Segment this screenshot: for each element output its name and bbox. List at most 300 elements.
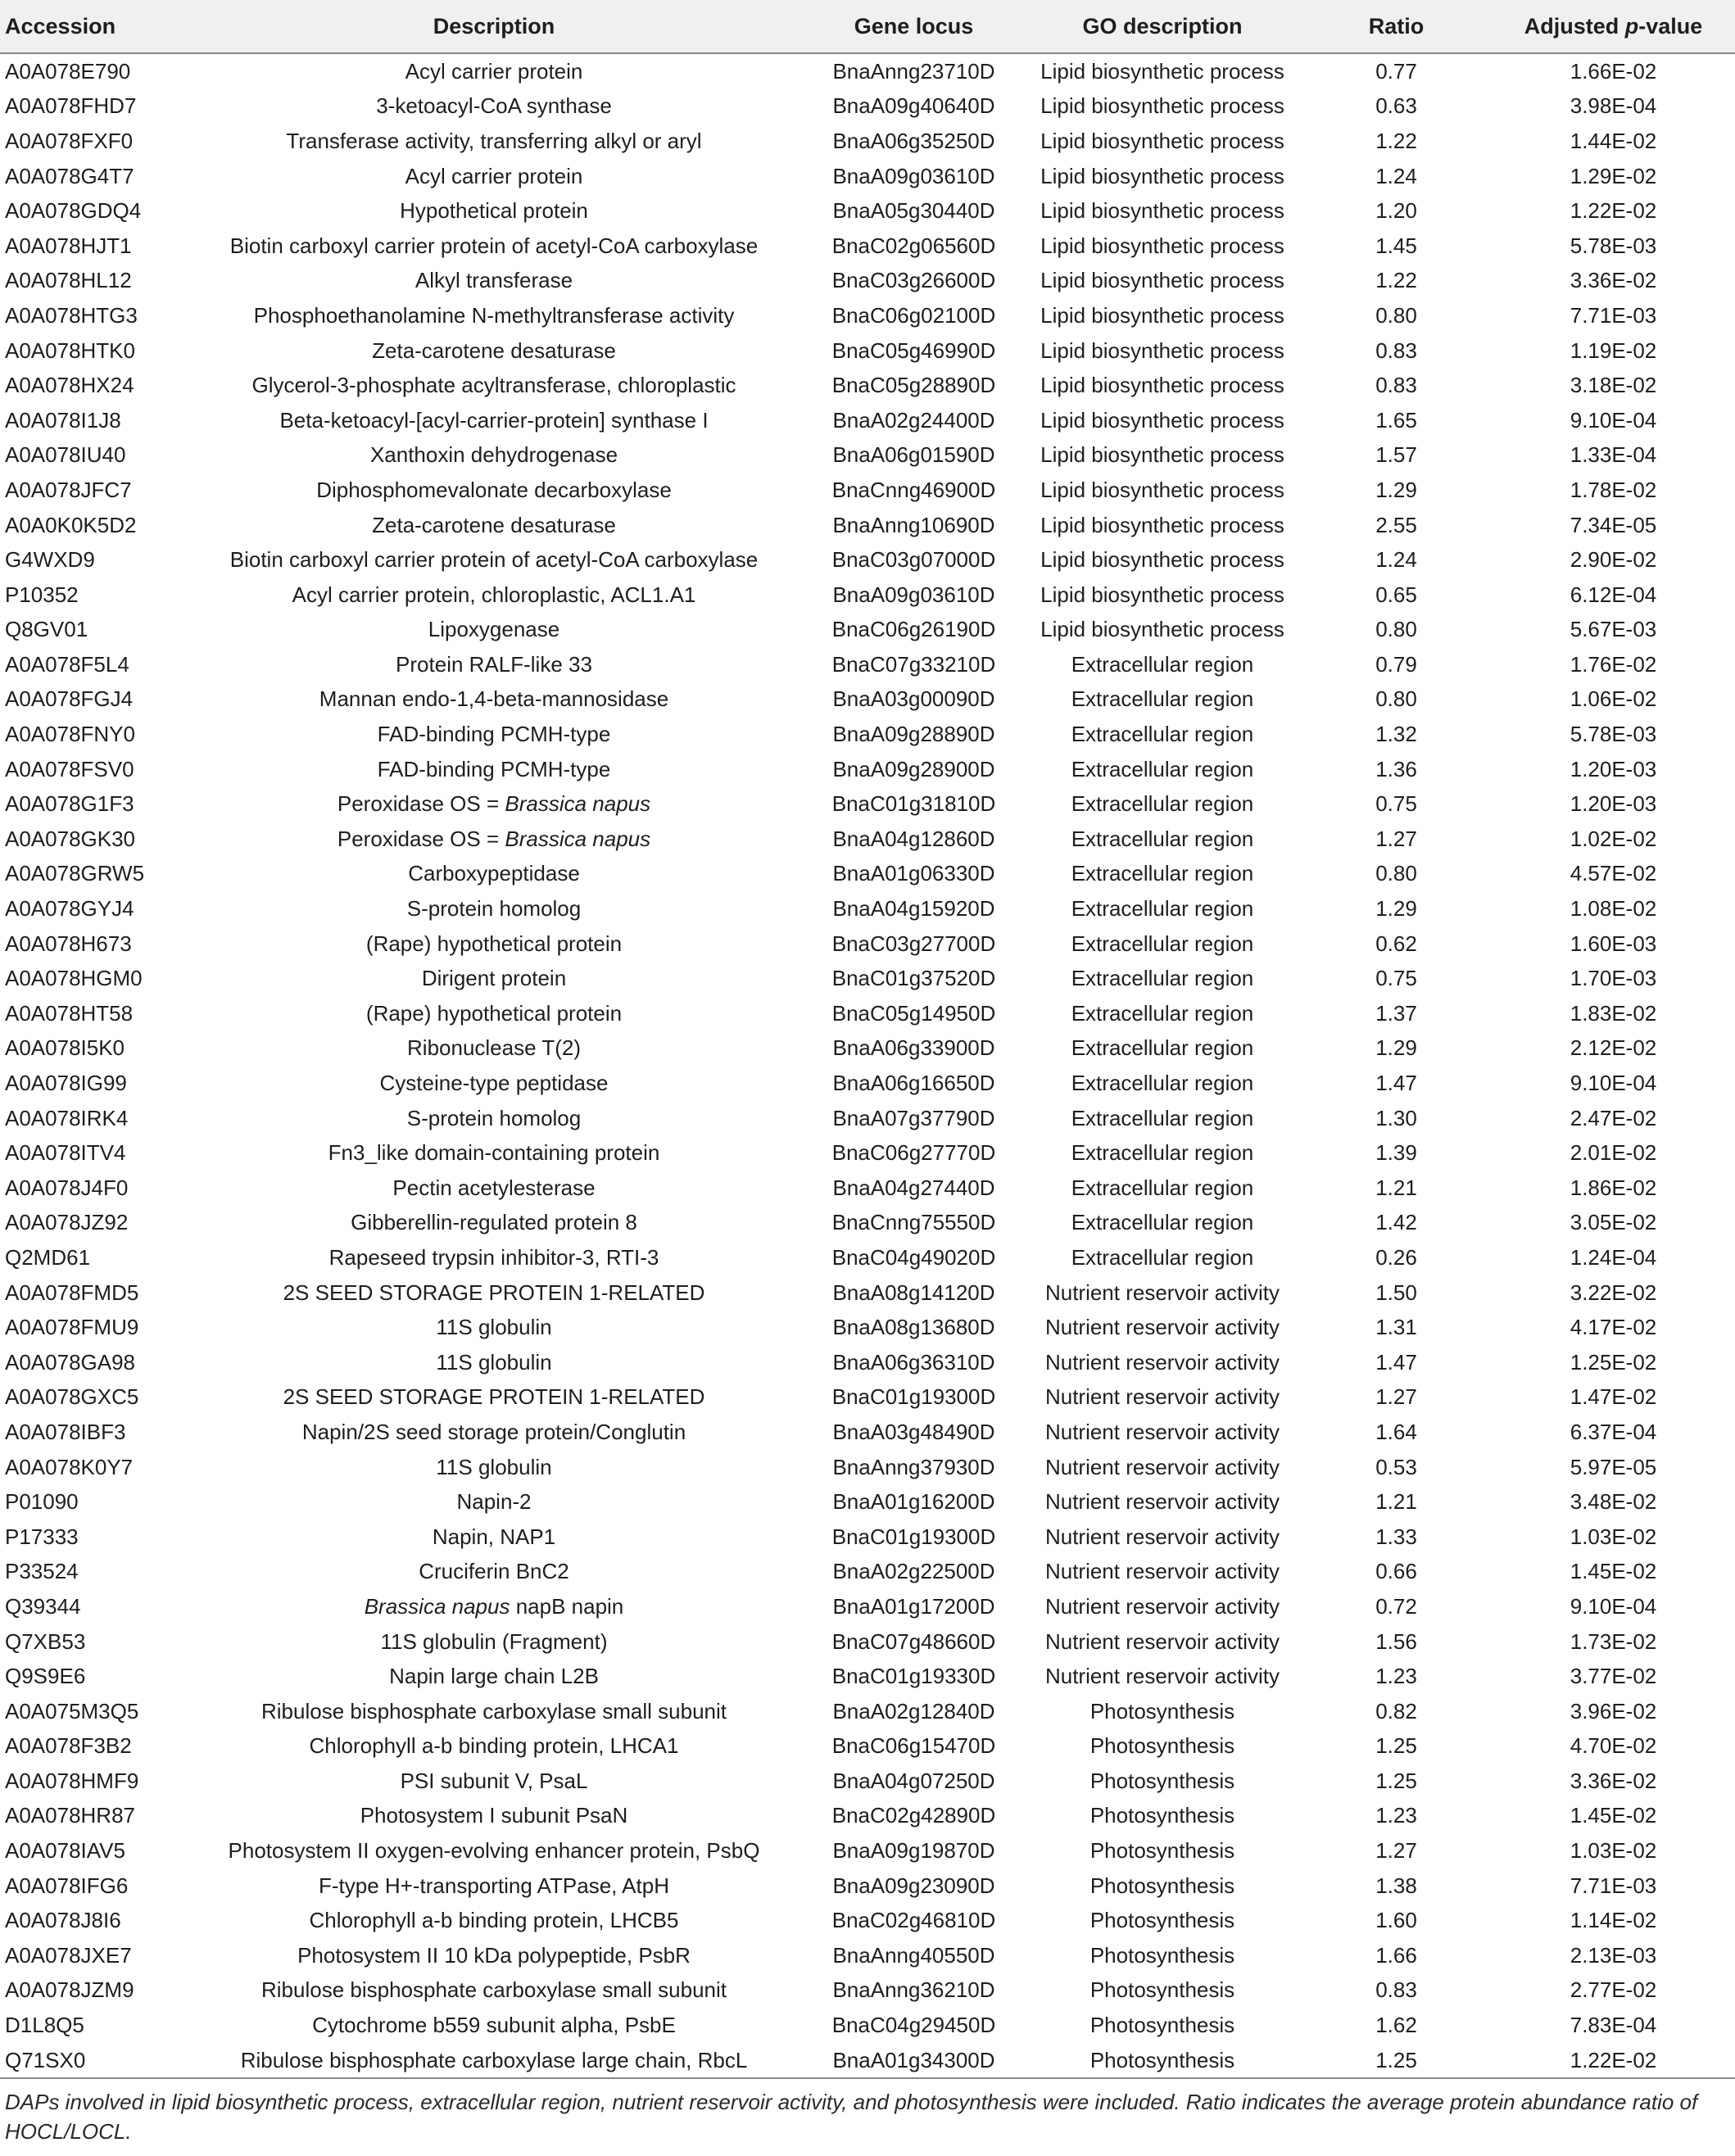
description-cell bbox=[184, 578, 804, 613]
adjusted-p-value-cell: 3.22E-02 bbox=[1570, 1280, 1657, 1305]
gene-locus-cell: BnaA04g15920D bbox=[832, 896, 995, 922]
gene-locus-cell: BnaC05g28890D bbox=[831, 373, 996, 398]
description-cell bbox=[184, 1240, 804, 1275]
table-row bbox=[0, 1275, 1735, 1311]
description-cell bbox=[184, 1031, 804, 1067]
accession-cell: A0A075M3Q5 bbox=[5, 1698, 139, 1723]
accession-cell: A0A078J4F0 bbox=[5, 1175, 129, 1200]
ratio-cell: 1.32 bbox=[1375, 722, 1417, 747]
description-cell bbox=[184, 857, 804, 892]
table-row bbox=[0, 1694, 1735, 1729]
go-description-cell: Nutrient reservoir activity bbox=[1044, 1280, 1280, 1305]
table-row bbox=[0, 193, 1735, 229]
gene-locus-cell: BnaC03g26600D bbox=[831, 268, 996, 293]
description-cell bbox=[184, 1764, 804, 1799]
table-row bbox=[0, 1938, 1735, 1973]
description-cell bbox=[184, 1345, 804, 1380]
accession-cell: A0A078F3B2 bbox=[5, 1733, 132, 1759]
go-description-cell: Lipid biosynthetic process bbox=[1040, 163, 1284, 188]
accession-cell: A0A078GK30 bbox=[5, 826, 136, 851]
go-description-cell: Lipid biosynthetic process bbox=[1040, 407, 1284, 433]
go-description-cell: Photosynthesis bbox=[1089, 1803, 1235, 1828]
adjusted-p-value-cell: 1.03E-02 bbox=[1570, 1838, 1657, 1864]
adjusted-p-value-cell: 1.70E-03 bbox=[1570, 966, 1657, 991]
adjusted-p-value-cell: 3.36E-02 bbox=[1570, 1768, 1657, 1793]
accession-cell: D1L8Q5 bbox=[5, 2013, 84, 2038]
adjusted-p-value-cell: 1.22E-02 bbox=[1492, 2043, 1735, 2079]
go-description-cell: Photosynthesis bbox=[1089, 1908, 1235, 1933]
table-row bbox=[0, 1031, 1735, 1067]
gene-locus-cell: BnaA07g37790D bbox=[832, 1105, 995, 1130]
gene-locus-cell: BnaC04g49020D bbox=[831, 1244, 996, 1270]
gene-locus-cell: BnaC05g46990D bbox=[831, 337, 996, 363]
description-cell bbox=[184, 1450, 804, 1485]
ratio-cell: 0.83 bbox=[1375, 1977, 1417, 2003]
table-row bbox=[0, 1973, 1735, 2009]
accession-cell: Q71SX0 bbox=[0, 2043, 184, 2079]
description-text: Photosystem II 10 kDa polypeptide, PsbR bbox=[297, 1942, 691, 1968]
accession-cell: A0A078IG99 bbox=[5, 1071, 127, 1096]
adjusted-p-value-cell: 1.44E-02 bbox=[1570, 128, 1657, 153]
accession-cell: A0A078HL12 bbox=[5, 268, 132, 293]
description-text: Lipoxygenase bbox=[428, 617, 560, 642]
go-description-cell: Photosynthesis bbox=[1089, 1942, 1235, 1968]
description-text: Diphosphomevalonate decarboxylase bbox=[316, 477, 672, 502]
accession-cell: A0A078GDQ4 bbox=[5, 198, 142, 224]
gene-locus-cell: BnaAnng36210D bbox=[832, 1977, 995, 2003]
go-description-cell: Nutrient reservoir activity bbox=[1044, 1454, 1280, 1479]
ratio-cell: 1.27 bbox=[1375, 826, 1417, 851]
accession-cell: A0A078JZM9 bbox=[5, 1977, 134, 2003]
description-text: Cysteine-type peptidase bbox=[379, 1071, 609, 1096]
description-text: Photosystem I subunit PsaN bbox=[360, 1803, 628, 1828]
table-row bbox=[0, 1101, 1735, 1136]
description-cell bbox=[184, 1310, 804, 1345]
go-description-cell: Extracellular region bbox=[1071, 1035, 1254, 1061]
table-row bbox=[0, 2043, 1735, 2079]
go-description-cell: Lipid biosynthetic process bbox=[1040, 617, 1284, 642]
accession-cell: A0A078IRK4 bbox=[5, 1105, 129, 1130]
description-text: Beta-ketoacyl-[acyl-carrier-protein] synthase I bbox=[279, 407, 709, 433]
description-text: Zeta-carotene desaturase bbox=[372, 512, 616, 537]
go-description-cell: Extracellular region bbox=[1071, 722, 1254, 747]
ratio-cell: 1.20 bbox=[1375, 198, 1417, 224]
table-row bbox=[0, 264, 1735, 299]
description-cell bbox=[184, 403, 804, 438]
header-ratio: Ratio bbox=[1301, 0, 1492, 53]
ratio-cell: 1.22 bbox=[1375, 268, 1417, 293]
header-accession: Accession bbox=[0, 0, 184, 53]
table-row bbox=[0, 647, 1735, 682]
table-body bbox=[0, 53, 1735, 2078]
go-description-cell: Nutrient reservoir activity bbox=[1044, 1419, 1280, 1444]
accession-cell: A0A078FSV0 bbox=[5, 756, 134, 781]
go-description-cell: Lipid biosynthetic process bbox=[1040, 337, 1284, 363]
table-row bbox=[0, 1624, 1735, 1660]
ratio-cell: 1.50 bbox=[1375, 1280, 1417, 1305]
description-cell bbox=[184, 193, 804, 229]
gene-locus-cell: BnaA01g34300D bbox=[804, 2043, 1024, 2079]
ratio-cell: 1.47 bbox=[1375, 1349, 1417, 1375]
gene-locus-cell: BnaA02g22500D bbox=[832, 1559, 995, 1584]
go-description-cell: Lipid biosynthetic process bbox=[1040, 477, 1284, 502]
table-row bbox=[0, 682, 1735, 718]
adjusted-p-value-cell: 2.47E-02 bbox=[1570, 1105, 1657, 1130]
description-text: Transferase activity, transferring alkyl or aryl bbox=[286, 128, 702, 153]
description-cell bbox=[184, 508, 804, 543]
description-cell bbox=[184, 647, 804, 682]
header-go-description: GO description bbox=[1024, 0, 1301, 53]
table-header bbox=[0, 0, 1735, 53]
description-cell bbox=[184, 1729, 804, 1764]
adjusted-p-value-cell: 3.18E-02 bbox=[1570, 373, 1657, 398]
ratio-cell: 0.62 bbox=[1375, 931, 1417, 956]
accession-cell: A0A078E790 bbox=[5, 58, 131, 84]
table-row bbox=[0, 1310, 1735, 1345]
gene-locus-cell: BnaC02g42890D bbox=[831, 1803, 996, 1828]
table-row bbox=[0, 752, 1735, 787]
go-description-cell: Extracellular region bbox=[1071, 756, 1254, 781]
gene-locus-cell: BnaC05g14950D bbox=[831, 1000, 996, 1026]
go-description-cell: Photosynthesis bbox=[1089, 1733, 1235, 1759]
ratio-cell: 0.75 bbox=[1375, 791, 1417, 817]
description-cell bbox=[184, 1833, 804, 1868]
accession-cell: Q8GV01 bbox=[5, 617, 88, 642]
go-description-cell: Lipid biosynthetic process bbox=[1040, 373, 1284, 398]
ratio-cell: 0.79 bbox=[1375, 651, 1417, 677]
accession-cell: A0A078FMU9 bbox=[5, 1315, 139, 1340]
ratio-cell: 0.72 bbox=[1375, 1593, 1417, 1619]
species-name-italic: Brassica napus bbox=[505, 826, 651, 851]
go-description-cell: Extracellular region bbox=[1071, 1071, 1254, 1096]
description-text: Acyl carrier protein bbox=[405, 163, 583, 188]
accession-cell: A0A078IFG6 bbox=[5, 1873, 129, 1898]
ratio-cell: 1.60 bbox=[1375, 1908, 1417, 1933]
adjusted-p-value-cell: 1.06E-02 bbox=[1570, 686, 1657, 712]
description-text: Napin large chain L2B bbox=[389, 1664, 599, 1689]
adjusted-p-value-cell: 6.37E-04 bbox=[1570, 1419, 1657, 1444]
ratio-cell: 1.29 bbox=[1375, 896, 1417, 922]
go-description-cell: Lipid biosynthetic process bbox=[1040, 233, 1284, 258]
description-text: Rapeseed trypsin inhibitor-3, RTI-3 bbox=[328, 1244, 659, 1270]
gene-locus-cell: BnaA03g00090D bbox=[832, 686, 995, 712]
accession-cell: P10352 bbox=[5, 582, 79, 607]
description-cell bbox=[184, 264, 804, 299]
gene-locus-cell: BnaA08g14120D bbox=[832, 1280, 995, 1305]
description-text: Protein RALF-like 33 bbox=[396, 651, 592, 677]
accession-cell: A0A078G1F3 bbox=[5, 791, 134, 817]
ratio-cell: 1.23 bbox=[1375, 1803, 1417, 1828]
description-cell bbox=[184, 124, 804, 159]
description-cell bbox=[184, 159, 804, 194]
table-row bbox=[0, 857, 1735, 892]
accession-cell: Q2MD61 bbox=[5, 1244, 91, 1270]
gene-locus-cell: BnaCnng46900D bbox=[831, 477, 996, 502]
go-description-cell: Lipid biosynthetic process bbox=[1040, 512, 1284, 537]
header-adjusted-p-value bbox=[1492, 0, 1735, 53]
description-text: Napin-2 bbox=[456, 1489, 532, 1515]
ratio-cell: 1.42 bbox=[1375, 1210, 1417, 1235]
description-cell bbox=[184, 1380, 804, 1415]
table-row bbox=[0, 1659, 1735, 1694]
adjusted-p-value-cell: 5.78E-03 bbox=[1570, 722, 1657, 747]
description-cell bbox=[184, 542, 804, 578]
description-cell bbox=[184, 613, 804, 648]
ratio-cell: 2.55 bbox=[1375, 512, 1417, 537]
description-text: 11S globulin (Fragment) bbox=[380, 1628, 608, 1654]
description-text: Fn3_like domain-containing protein bbox=[328, 1140, 660, 1166]
accession-cell: A0A078FHD7 bbox=[5, 93, 137, 119]
description-cell bbox=[184, 1868, 804, 1904]
gene-locus-cell: BnaA09g23090D bbox=[832, 1873, 995, 1898]
go-description-cell: Extracellular region bbox=[1071, 651, 1254, 677]
accession-cell: A0A078I1J8 bbox=[5, 407, 121, 433]
ratio-cell: 0.83 bbox=[1375, 337, 1417, 363]
go-description-cell: Extracellular region bbox=[1071, 896, 1254, 922]
adjusted-p-value-cell: 4.70E-02 bbox=[1570, 1733, 1657, 1759]
description-text: Ribulose bisphosphate carboxylase large chain, RbcL bbox=[240, 2047, 748, 2072]
accession-cell: A0A078JXE7 bbox=[5, 1942, 132, 1968]
accession-cell: A0A078H673 bbox=[5, 931, 132, 956]
gene-locus-cell: BnaA01g17200D bbox=[832, 1593, 995, 1619]
table-row bbox=[0, 542, 1735, 578]
ratio-cell: 1.47 bbox=[1375, 1071, 1417, 1096]
ratio-cell: 1.25 bbox=[1375, 1768, 1417, 1793]
description-text: Mannan endo-1,4-beta-mannosidase bbox=[319, 686, 669, 712]
description-cell bbox=[184, 786, 804, 822]
description-text: Acyl carrier protein bbox=[405, 58, 583, 84]
adjusted-p-value-cell: 3.98E-04 bbox=[1570, 93, 1657, 119]
adjusted-p-value-cell: 9.10E-04 bbox=[1570, 1071, 1657, 1096]
description-cell bbox=[184, 1101, 804, 1136]
table-row bbox=[0, 926, 1735, 962]
description-cell bbox=[184, 1171, 804, 1206]
header-gene-locus: Gene locus bbox=[804, 0, 1024, 53]
ratio-cell: 0.26 bbox=[1375, 1244, 1417, 1270]
go-description-cell: Lipid biosynthetic process bbox=[1040, 582, 1284, 607]
gene-locus-cell: BnaC06g15470D bbox=[831, 1733, 996, 1759]
adjusted-p-value-cell: 1.73E-02 bbox=[1570, 1628, 1657, 1654]
go-description-cell: Extracellular region bbox=[1071, 1000, 1254, 1026]
table-row bbox=[0, 578, 1735, 613]
ratio-cell: 0.83 bbox=[1375, 373, 1417, 398]
ratio-cell: 1.27 bbox=[1375, 1838, 1417, 1864]
accession-cell: A0A0K0K5D2 bbox=[5, 512, 137, 537]
ratio-cell: 1.31 bbox=[1375, 1315, 1417, 1340]
go-description-cell: Photosynthesis bbox=[1089, 2013, 1235, 2038]
gene-locus-cell: BnaA06g33900D bbox=[832, 1035, 995, 1061]
adjusted-p-value-cell: 1.66E-02 bbox=[1570, 58, 1657, 84]
accession-cell: A0A078IAV5 bbox=[5, 1838, 125, 1864]
description-cell bbox=[184, 1973, 804, 2009]
adjusted-p-value-cell: 1.08E-02 bbox=[1570, 896, 1657, 922]
description-text: Ribulose bisphosphate carboxylase small subunit bbox=[261, 1977, 727, 2003]
ratio-cell: 1.66 bbox=[1375, 1942, 1417, 1968]
description-cell bbox=[184, 1484, 804, 1520]
gene-locus-cell: BnaA09g03610D bbox=[832, 163, 995, 188]
gene-locus-cell: BnaA02g12840D bbox=[832, 1698, 995, 1723]
gene-locus-cell: BnaC06g26190D bbox=[831, 617, 996, 642]
gene-locus-cell: BnaC02g46810D bbox=[831, 1908, 996, 1933]
ratio-cell: 1.30 bbox=[1375, 1105, 1417, 1130]
accession-cell: Q39344 bbox=[5, 1593, 81, 1619]
gene-locus-cell: BnaA02g24400D bbox=[832, 407, 995, 433]
description-text: 11S globulin bbox=[436, 1349, 552, 1375]
adjusted-p-value-cell: 3.48E-02 bbox=[1570, 1489, 1657, 1515]
description-cell bbox=[184, 368, 804, 403]
header-description: Description bbox=[184, 0, 804, 53]
gene-locus-cell: BnaA06g16650D bbox=[832, 1071, 995, 1096]
accession-cell: A0A078FXF0 bbox=[5, 128, 134, 153]
accession-cell: A0A078JFC7 bbox=[5, 477, 132, 502]
table-row bbox=[0, 1555, 1735, 1590]
description-cell bbox=[184, 996, 804, 1031]
accession-cell: A0A078J8I6 bbox=[5, 1908, 121, 1933]
description-text: Napin/2S seed storage protein/Conglutin bbox=[301, 1419, 686, 1444]
description-text: Peroxidase OS = bbox=[337, 826, 505, 851]
ratio-cell: 1.24 bbox=[1375, 163, 1417, 188]
description-text: Photosystem II oxygen-evolving enhancer protein, PsbQ bbox=[228, 1838, 760, 1864]
description-cell bbox=[184, 752, 804, 787]
gene-locus-cell: BnaAnng37930D bbox=[832, 1454, 995, 1479]
header-value-suffix: -value bbox=[1638, 13, 1703, 38]
table-row bbox=[0, 333, 1735, 369]
accession-cell: A0A078HTG3 bbox=[5, 302, 138, 328]
accession-cell: A0A078IU40 bbox=[5, 442, 126, 468]
go-description-cell: Lipid biosynthetic process bbox=[1040, 268, 1284, 293]
adjusted-p-value-cell: 1.25E-02 bbox=[1570, 1349, 1657, 1375]
accession-cell: A0A078HT58 bbox=[5, 1000, 134, 1026]
gene-locus-cell: BnaA03g48490D bbox=[832, 1419, 995, 1444]
ratio-cell: 1.36 bbox=[1375, 756, 1417, 781]
species-name-italic: Brassica napus bbox=[364, 1593, 510, 1619]
ratio-cell: 1.39 bbox=[1375, 1140, 1417, 1166]
go-description-cell: Lipid biosynthetic process bbox=[1040, 302, 1284, 328]
go-description-cell: Nutrient reservoir activity bbox=[1044, 1664, 1280, 1689]
table-row bbox=[0, 1520, 1735, 1555]
go-description-cell: Lipid biosynthetic process bbox=[1040, 128, 1284, 153]
table-row bbox=[0, 368, 1735, 403]
description-cell bbox=[184, 1135, 804, 1171]
description-text: Phosphoethanolamine N-methyltransferase activity bbox=[253, 302, 735, 328]
table-row bbox=[0, 891, 1735, 926]
adjusted-p-value-cell: 5.78E-03 bbox=[1570, 233, 1657, 258]
table-row bbox=[0, 124, 1735, 159]
description-cell bbox=[184, 473, 804, 508]
gene-locus-cell: BnaA01g16200D bbox=[832, 1489, 995, 1515]
description-cell bbox=[184, 1520, 804, 1555]
ratio-cell: 1.38 bbox=[1375, 1873, 1417, 1898]
table-row bbox=[0, 473, 1735, 508]
accession-cell: A0A078FMD5 bbox=[5, 1280, 139, 1305]
gene-locus-cell: BnaA09g40640D bbox=[832, 93, 995, 119]
description-cell bbox=[184, 1415, 804, 1450]
table-row bbox=[0, 53, 1735, 89]
gene-locus-cell: BnaCnng75550D bbox=[831, 1210, 996, 1235]
go-description-cell: Photosynthesis bbox=[1089, 1698, 1235, 1723]
ratio-cell: 0.65 bbox=[1375, 582, 1417, 607]
description-cell bbox=[184, 89, 804, 125]
adjusted-p-value-cell: 7.71E-03 bbox=[1570, 1873, 1657, 1898]
table-row bbox=[0, 1240, 1735, 1275]
table-footnote: DAPs involved in lipid biosynthetic process, extracellular region, nutrient reservoir activity, and photosynthesis were included. Ratio indicates the average protein abundance ratio of HOCL/LOCL. bbox=[5, 2090, 1698, 2145]
adjusted-p-value-cell: 1.20E-03 bbox=[1570, 791, 1657, 817]
accession-cell: A0A078HTK0 bbox=[5, 337, 135, 363]
ratio-cell: 1.45 bbox=[1375, 233, 1417, 258]
gene-locus-cell: BnaC01g31810D bbox=[831, 791, 996, 817]
adjusted-p-value-cell: 2.01E-02 bbox=[1570, 1140, 1657, 1166]
table-row bbox=[0, 438, 1735, 473]
go-description-cell: Extracellular region bbox=[1071, 826, 1254, 851]
gene-locus-cell: BnaA06g36310D bbox=[832, 1349, 995, 1375]
go-description-cell: Nutrient reservoir activity bbox=[1044, 1315, 1280, 1340]
adjusted-p-value-cell: 1.29E-02 bbox=[1570, 163, 1657, 188]
go-description-cell: Lipid biosynthetic process bbox=[1040, 58, 1284, 84]
table-row bbox=[0, 717, 1735, 752]
description-cell bbox=[184, 229, 804, 264]
description-cell bbox=[184, 1694, 804, 1729]
table-row bbox=[0, 1171, 1735, 1206]
accession-cell: A0A078I5K0 bbox=[5, 1035, 125, 1061]
description-cell bbox=[184, 926, 804, 962]
description-cell bbox=[184, 1624, 804, 1660]
description-cell bbox=[184, 1938, 804, 1973]
accession-cell: A0A078HMF9 bbox=[5, 1768, 139, 1793]
adjusted-p-value-cell: 4.17E-02 bbox=[1570, 1315, 1657, 1340]
table-row bbox=[0, 1484, 1735, 1520]
ratio-cell: 1.21 bbox=[1375, 1489, 1417, 1515]
description-cell bbox=[184, 438, 804, 473]
description-cell bbox=[184, 1066, 804, 1101]
gene-locus-cell: BnaA09g03610D bbox=[832, 582, 995, 607]
description-cell bbox=[184, 1275, 804, 1311]
go-description-cell: Extracellular region bbox=[1071, 791, 1254, 817]
accession-cell: A0A078HR87 bbox=[5, 1803, 135, 1828]
accession-cell: A0A078FNY0 bbox=[5, 722, 135, 747]
table-row bbox=[0, 2008, 1735, 2043]
accession-cell: P01090 bbox=[5, 1489, 79, 1515]
adjusted-p-value-cell: 9.10E-04 bbox=[1570, 1593, 1657, 1619]
accession-cell: A0A078JZ92 bbox=[5, 1210, 129, 1235]
accession-cell: A0A078HGM0 bbox=[5, 966, 143, 991]
ratio-cell: 1.57 bbox=[1375, 442, 1417, 468]
go-description-cell: Extracellular region bbox=[1071, 1175, 1254, 1200]
description-cell bbox=[184, 717, 804, 752]
accession-cell: P33524 bbox=[5, 1559, 79, 1584]
gene-locus-cell: BnaA06g35250D bbox=[832, 128, 995, 153]
description-cell bbox=[184, 53, 804, 89]
ratio-cell: 0.53 bbox=[1375, 1454, 1417, 1479]
description-text: S-protein homolog bbox=[406, 896, 582, 922]
table-row bbox=[0, 1868, 1735, 1904]
gene-locus-cell: BnaA06g01590D bbox=[832, 442, 995, 468]
go-description-cell: Lipid biosynthetic process bbox=[1040, 442, 1284, 468]
go-description-cell: Nutrient reservoir activity bbox=[1044, 1628, 1280, 1654]
ratio-cell: 1.65 bbox=[1375, 407, 1417, 433]
go-description-cell: Nutrient reservoir activity bbox=[1044, 1524, 1280, 1549]
description-text: Peroxidase OS = bbox=[337, 791, 505, 817]
table-row bbox=[0, 613, 1735, 648]
description-text: 2S SEED STORAGE PROTEIN 1-RELATED bbox=[283, 1384, 705, 1410]
adjusted-p-value-cell: 2.90E-02 bbox=[1570, 547, 1657, 573]
go-description-cell: Lipid biosynthetic process bbox=[1040, 198, 1284, 224]
ratio-cell: 1.22 bbox=[1375, 128, 1417, 153]
description-text: Carboxypeptidase bbox=[408, 861, 580, 886]
gene-locus-cell: BnaA05g30440D bbox=[832, 198, 995, 224]
go-description-cell: Extracellular region bbox=[1071, 686, 1254, 712]
gene-locus-cell: BnaC07g33210D bbox=[831, 651, 996, 677]
table-row bbox=[0, 508, 1735, 543]
